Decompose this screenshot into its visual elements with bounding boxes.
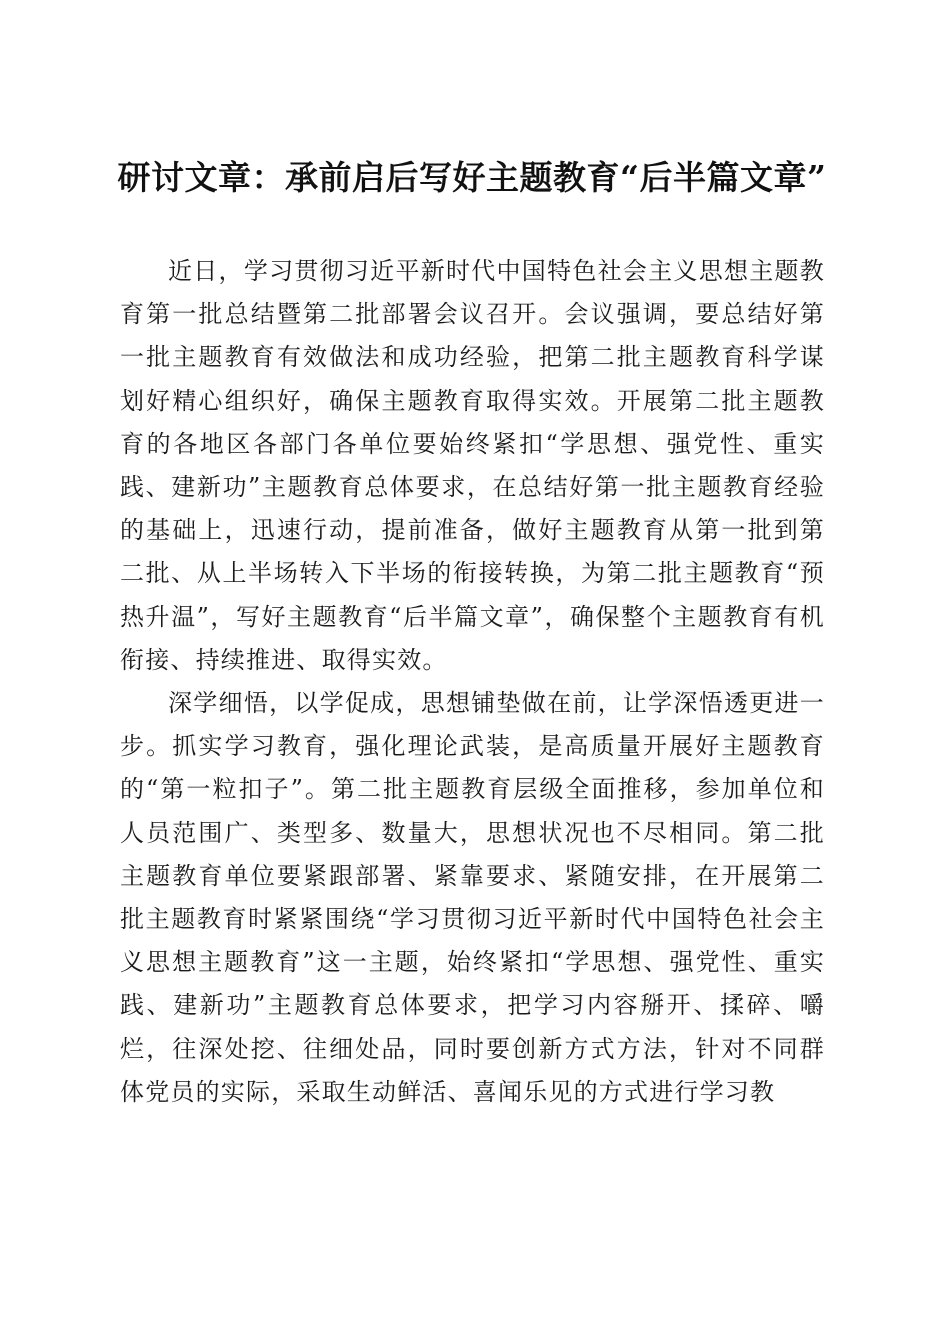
document-title: 研讨文章：承前启后写好主题教育“后半篇文章” — [117, 158, 827, 198]
paragraph-intro: 近日，学习贯彻习近平新时代中国特色社会主义思想主题教育第一批总结暨第二批部署会议召开。会议强调，要总结好第一批主题教育有效做法和成功经验，把第二批主题教育科学谋划好精心组织好，确保主题教育取得实效。开展第二批主题教育的各地区各部门各单位要始终紧扣“学思想、强党性、重实践、建新功”主题教育总体要求，在总结好第一批主题教育经验的基础上，迅速行动，提前准备，做好主题教育从第一批到第二批、从上半场转入下半场的衔接转换，为第二批主题教育“预热升温”，写好主题教育“后半篇文章”，确保整个主题教育有机衔接、持续推进、取得实效。 — [120, 257, 825, 674]
document-body — [120, 250, 825, 1114]
paragraph-study: 深学细悟，以学促成，思想铺垫做在前，让学深悟透更进一步。抓实学习教育，强化理论武装，是高质量开展好主题教育的“第一粒扣子”。第二批主题教育层级全面推移，参加单位和人员范围广、类型多、数量大，思想状况也不尽相同。第二批主题教育单位要紧跟部署、紧靠要求、紧随安排，在开展第二批主题教育时紧紧围绕“学习贯彻习近平新时代中国特色社会主义思想主题教育”这一主题，始终紧扣“学思想、强党性、重实践、建新功”主题教育总体要求，把学习内容掰开、揉碎、嚼烂，往深处挖、往细处品，同时要创新方式方法，针对不同群体党员的实际，采取生动鲜活、喜闻乐见的方式进行学习教 — [120, 689, 825, 1106]
